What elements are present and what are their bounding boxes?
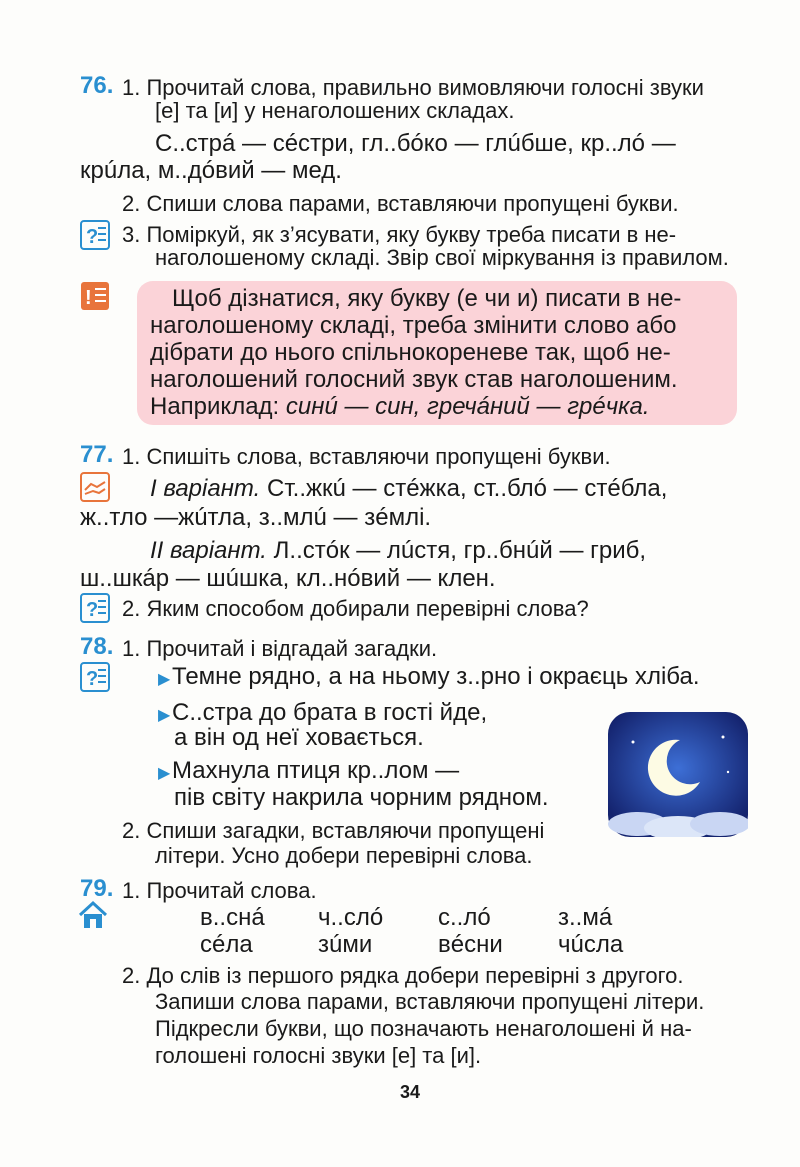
task-text: наголошеному складі. Звір свої міркування із правилом.	[155, 245, 729, 270]
riddle-text: С..стра до брата в гості йде,	[172, 699, 488, 726]
variant-words: Ст..жкú — стéжка, ст..блó — стéбла,	[260, 475, 668, 502]
task-text: літери. Усно добери перевірні слова.	[155, 843, 533, 868]
word-cell: сéла	[200, 931, 253, 958]
think-icon	[80, 662, 110, 692]
variant-label: ІІ варіант.	[150, 537, 267, 564]
task-text: 2. До слів із першого рядка добери перевірні з другого.	[122, 963, 684, 988]
home-icon	[78, 900, 108, 930]
svg-text:?: ?	[86, 226, 99, 248]
pair-work-icon	[80, 472, 110, 502]
riddle-text: Махнула птиця кр..лом —	[172, 757, 460, 784]
word-cell: зúми	[318, 931, 373, 958]
think-icon	[80, 220, 110, 250]
riddle-line	[158, 661, 699, 696]
word-cell: в..снá	[200, 904, 265, 931]
task-text: 2. Яким способом добирали перевірні слова?	[122, 596, 589, 621]
svg-text:?: ?	[86, 599, 99, 621]
word-cell: з..мá	[558, 904, 613, 931]
task-text: Запиши слова парами, вставляючи пропущені літери.	[155, 989, 705, 1014]
rule-text: дібрати до нього спільнокореневе так, щоб не-	[150, 339, 671, 366]
bullet-icon: ▶	[158, 671, 171, 688]
night-sky-image	[608, 712, 748, 837]
think-icon	[80, 593, 110, 623]
variant-words: Л..стóк — лúстя, гр..бнúй — гриб,	[266, 537, 647, 564]
rule-example-words: синú — син, гречáний — грéчка.	[285, 393, 650, 420]
riddle-line: а він од неї ховається.	[174, 724, 424, 751]
task-text: 2. Спиши слова парами, вставляючи пропущені букви.	[122, 191, 679, 216]
task-text: 2. Спиши загадки, вставляючи пропущені	[122, 818, 545, 843]
exercise-number: 77.	[80, 441, 114, 468]
riddle-text: Темне рядно, а на ньому з..рно і окраєць хліба.	[172, 663, 700, 690]
task-text: 1. Спишіть слова, вставляючи пропущені букви.	[122, 444, 611, 469]
task-text: 1. Прочитай слова.	[122, 878, 317, 903]
variant-line: ш..шкáр — шúшка, кл..нóвий — клен.	[80, 565, 496, 592]
task-text: 1. Прочитай слова, правильно вимовляючи голосні звуки	[122, 75, 704, 100]
task-text: голошені голосні звуки [е] та [и].	[155, 1043, 482, 1068]
word-line: крúла, м..дóвий — мед.	[80, 157, 342, 184]
word-cell: вéсни	[438, 931, 503, 958]
svg-text:!: !	[85, 287, 92, 309]
rule-example	[150, 391, 650, 423]
word-line: С..стрá — сéстри, гл..бóко — глúбше, кр..лó —	[155, 130, 676, 157]
exercise-number: 76.	[80, 72, 114, 99]
bullet-icon: ▶	[158, 707, 171, 724]
exercise-number: 79.	[80, 875, 114, 902]
variant-line	[150, 473, 667, 505]
variant-label: І варіант.	[150, 475, 261, 502]
rule-text: Щоб дізнатися, яку букву (е чи и) писати в не-	[172, 285, 682, 312]
exercise-number: 78.	[80, 633, 114, 660]
task-text: 1. Прочитай і відгадай загадки.	[122, 636, 438, 661]
task-text: 3. Поміркуй, як з’ясувати, яку букву треба писати в не-	[122, 222, 677, 247]
svg-text:?: ?	[86, 668, 99, 690]
riddle-line: пів світу накрила чорним рядном.	[174, 784, 549, 811]
word-cell: чúсла	[558, 931, 624, 958]
word-cell: с..лó	[438, 904, 491, 931]
word-cell: ч..слó	[318, 904, 384, 931]
rule-text: наголошеному складі, треба змінити слово або	[150, 312, 677, 339]
task-text: [е] та [и] у ненаголошених складах.	[155, 98, 515, 123]
rule-example-label: Наприклад:	[150, 393, 286, 420]
rule-icon	[80, 281, 110, 311]
bullet-icon: ▶	[158, 765, 171, 782]
variant-line: ж..тло —жúтла, з..млú — зéмлі.	[80, 504, 432, 531]
rule-text: наголошений голосний звук став наголошеним.	[150, 366, 678, 393]
task-text: Підкресли букви, що позначають ненаголошені й на-	[155, 1016, 692, 1041]
page-number: 34	[400, 1082, 421, 1102]
